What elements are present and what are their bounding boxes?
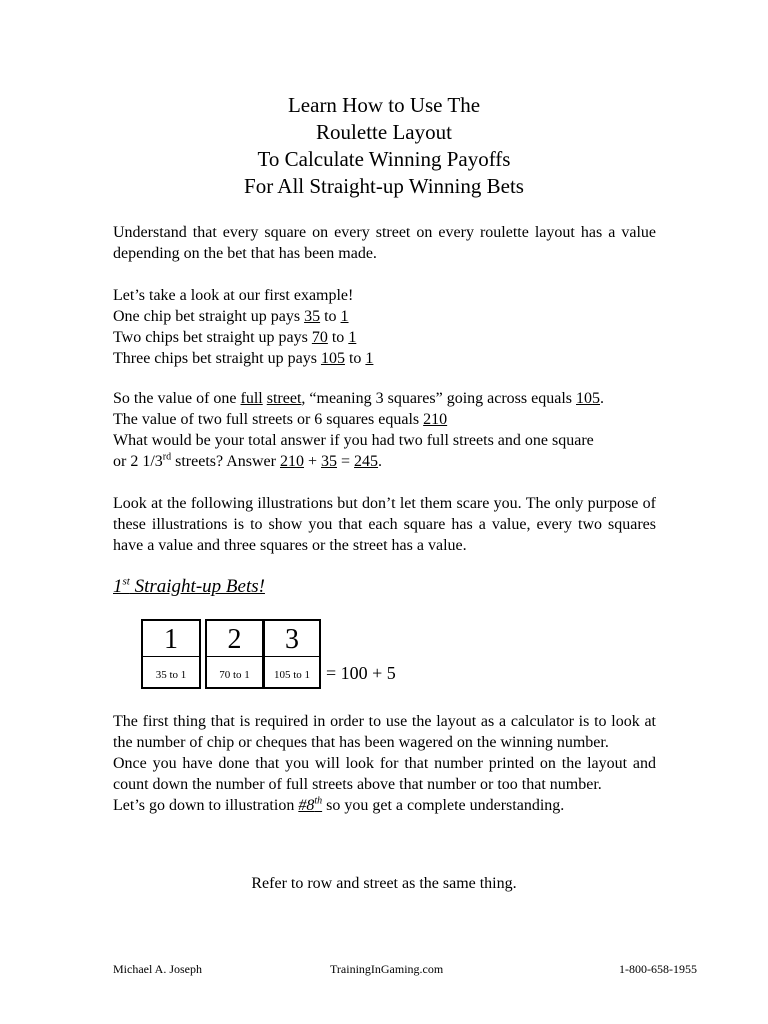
answer-value-1: 210 [279, 453, 304, 470]
section-number: 1 [113, 576, 123, 597]
streets-text: or 2 1/3 [113, 453, 163, 470]
cell-payout: 105 to 1 [273, 669, 311, 681]
illustration-number: #8 [298, 797, 315, 814]
payout-base: 1 [348, 329, 357, 346]
footer-phone: 1-800-658-1955 [619, 962, 697, 976]
section-heading [113, 576, 265, 598]
plus: + [303, 453, 322, 470]
streets-line-1 [113, 388, 656, 409]
streets-line-4 [113, 451, 656, 472]
streets-text: So the value of one [113, 390, 241, 407]
answer-value-2: 35 [321, 453, 338, 470]
example-heading: Let’s take a look at our first example! [113, 287, 354, 304]
payout-value: 70 [311, 329, 328, 346]
street-word: street [266, 390, 302, 407]
streets-text: The value of two full streets or 6 squares equals [113, 411, 424, 428]
row-street-note: Refer to row and street as the same thing. [251, 875, 517, 892]
instructions-block [113, 711, 656, 816]
to-text: to [344, 350, 366, 367]
cell-payout: 70 to 1 [219, 669, 250, 681]
example-line-1-text: One chip bet straight up pays [113, 308, 305, 325]
grid-cell [141, 619, 201, 689]
example-line-2 [113, 327, 656, 348]
illustration-superscript: th [314, 795, 323, 807]
intro-paragraph: Understand that every square on every street on every roulette layout has a value depending on the bet that has been made. [113, 224, 656, 262]
cell-divider [143, 656, 199, 657]
roulette-street-grid [141, 619, 321, 689]
illustrations-paragraph: Look at the following illustrations but don’t let them scare you. The only purpose of these illustrations is to show you that each square has a value, every two squares have a value and three squares or the street has a value. [113, 495, 656, 554]
cell-payout: 35 to 1 [155, 669, 187, 681]
cell-divider [265, 656, 319, 657]
title-line-2: Roulette Layout [316, 120, 452, 144]
grid-cell [205, 619, 264, 689]
example-line-3-text: Three chips bet straight up pays [113, 350, 321, 367]
example-block [113, 285, 656, 369]
title-line-3: To Calculate Winning Payoffs [257, 147, 511, 171]
street-value: 105 [576, 390, 600, 407]
section-title: Straight-up Bets! [129, 576, 265, 597]
streets-line-3: What would be your total answer if you had two full streets and one square [113, 432, 594, 449]
document-title [0, 92, 768, 200]
example-line-2-text: Two chips bet straight up pays [113, 329, 312, 346]
equals: = [337, 453, 355, 470]
instructions-text: so you get a complete understanding. [322, 797, 565, 814]
title-line-1: Learn How to Use The [287, 93, 481, 117]
instructions-paragraph-3 [113, 795, 656, 816]
cell-number: 1 [164, 624, 178, 655]
instructions-paragraph-2: Once you have done that you will look for that number printed on the layout and count down the number of full streets above that number or too that number. [113, 755, 656, 793]
answer-total: 245 [354, 453, 379, 470]
streets-line-2 [113, 409, 656, 430]
footer-website: TrainingInGaming.com [330, 962, 444, 976]
period: . [600, 390, 604, 407]
example-line-3 [113, 348, 656, 369]
grid-result: = 100 + 5 [326, 663, 396, 683]
full-word: full [240, 390, 263, 407]
to-text: to [327, 329, 349, 346]
two-streets-value: 210 [423, 411, 448, 428]
example-line-1 [113, 306, 656, 327]
streets-text: streets? Answer [171, 453, 280, 470]
illustration-reference [298, 797, 322, 814]
payout-value: 105 [320, 350, 345, 367]
instructions-paragraph-1: The first thing that is required in order to use the layout as a calculator is to look at the number of chip or cheques that has been wagered on the winning number. [113, 713, 656, 751]
cell-divider [207, 656, 262, 657]
period: . [378, 453, 383, 470]
payout-base: 1 [365, 350, 374, 367]
payout-base: 1 [340, 308, 349, 325]
to-text: to [320, 308, 341, 325]
cell-number: 3 [285, 624, 299, 655]
instructions-text: Let’s go down to illustration [113, 797, 299, 814]
title-line-4: For All Straight-up Winning Bets [244, 174, 524, 198]
section-superscript: st [122, 575, 130, 588]
footer-author: Michael A. Joseph [113, 962, 202, 976]
grid-cell [264, 619, 321, 689]
streets-block [113, 388, 656, 472]
superscript: rd [162, 451, 172, 463]
streets-text: , “meaning 3 squares” going across equals [301, 390, 576, 407]
payout-value: 35 [304, 308, 321, 325]
cell-number: 2 [227, 624, 242, 655]
